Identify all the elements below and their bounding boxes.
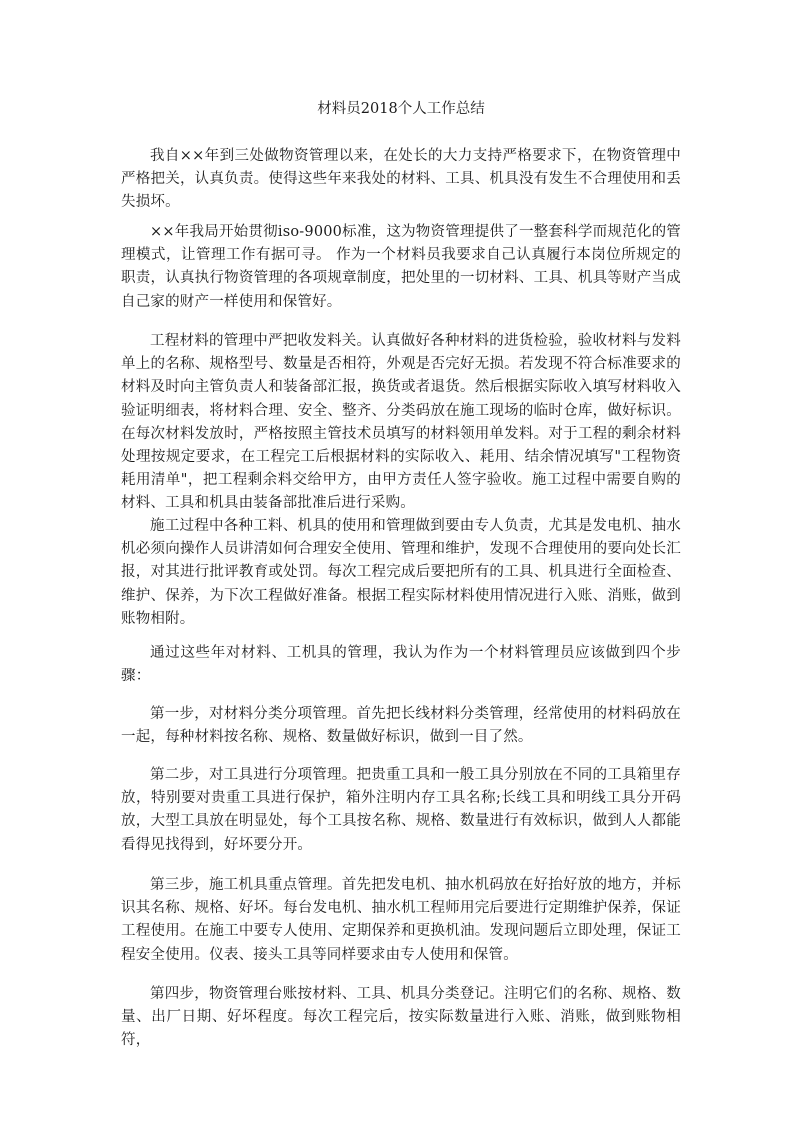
paragraph-step-three: 第三步，施工机具重点管理。首先把发电机、抽水机码放在好抬好放的地方，并标识其名称、规格、好坏。每台发电机、抽水机工程师用完后要进行定期维护保养，保证工程使用。在施工中要专人使用、定期保养和更换机油。发现问题后立即处理，保证工程安全使用。仪表、接头工具等同样要求由专人使用和保管。: [121, 877, 681, 963]
paragraph-material-receiving: 工程材料的管理中严把收发料关。认真做好各种材料的进货检验，验收材料与发料单上的名称、规格型号、数量是否相符，外观是否完好无损。若发现不符合标准要求的材料及时向主管负责人和装备部汇报，换货或者退货。然后根据实际收入填写材料收入验证明细表，将材料合理、安全、整齐、分类码放在施工现场的临时仓库，做好标识。在每次材料发放时，严格按照主管技术员填写的材料领用单发料。对于工程的剩余材料处理按规定要求，在工程完工后根据材料的实际收入、耗用、结余情况填写"工程物资耗用清单"，把工程剩余料交给甲方，由甲方责任人签字验收。施工过程中需要自购的材料、工具和机具由装备部批准后进行采购。: [121, 333, 681, 512]
document-title: 材料员2018个人工作总结: [317, 101, 485, 117]
paragraph-equipment-usage: 施工过程中各种工料、机具的使用和管理做到要由专人负责，尤其是发电机、抽水机必须向操作人员讲清如何合理安全使用、管理和维护，发现不合理使用的要向处长汇报，对其进行批评教育或处罚。每次工程完成后要把所有的工具、机具进行全面检查、维护、保养，为下次工程做好准备。根据工程实际材料使用情况进行入账、消账，做到账物相附。: [121, 518, 681, 627]
paragraph-intro: 我自××年到三处做物资管理以来，在处长的大力支持严格要求下，在物资管理中严格把关，认真负责。使得这些年来我处的材料、工具、机具没有发生不合理使用和丢失损坏。: [121, 148, 681, 211]
paragraph-iso-standard: ××年我局开始贯彻iso-9000标准，这为物资管理提供了一整套科学而规范化的管理模式，让管理工作有据可寻。 作为一个材料员我要求自己认真履行本岗位所规定的职责，认真执行物资管理的各项规章制度，把处里的一切材料、工具、机具等财产当成自己家的财产一样使用和保管好。: [121, 224, 681, 310]
paragraph-step-two: 第二步，对工具进行分项管理。把贵重工具和一般工具分别放在不同的工具箱里存放，特别要对贵重工具进行保护，箱外注明内存工具名称;长线工具和明线工具分开码放，大型工具放在明显处，每个工具按名称、规格、数量进行有效标识，做到人人都能看得见找得到，好坏要分开。: [121, 767, 681, 853]
paragraph-step-four: 第四步，物资管理台账按材料、工具、机具分类登记。注明它们的名称、规格、数量、出厂日期、好坏程度。每次工程完后，按实际数量进行入账、消账，做到账物相符，: [121, 986, 681, 1049]
paragraph-step-one: 第一步，对材料分类分项管理。首先把长线材料分类管理，经常使用的材料码放在一起，每种材料按名称、规格、数量做好标识，做到一目了然。: [121, 706, 681, 746]
paragraph-four-steps-intro: 通过这些年对材料、工机具的管理，我认为作为一个材料管理员应该做到四个步骤：: [121, 645, 681, 685]
